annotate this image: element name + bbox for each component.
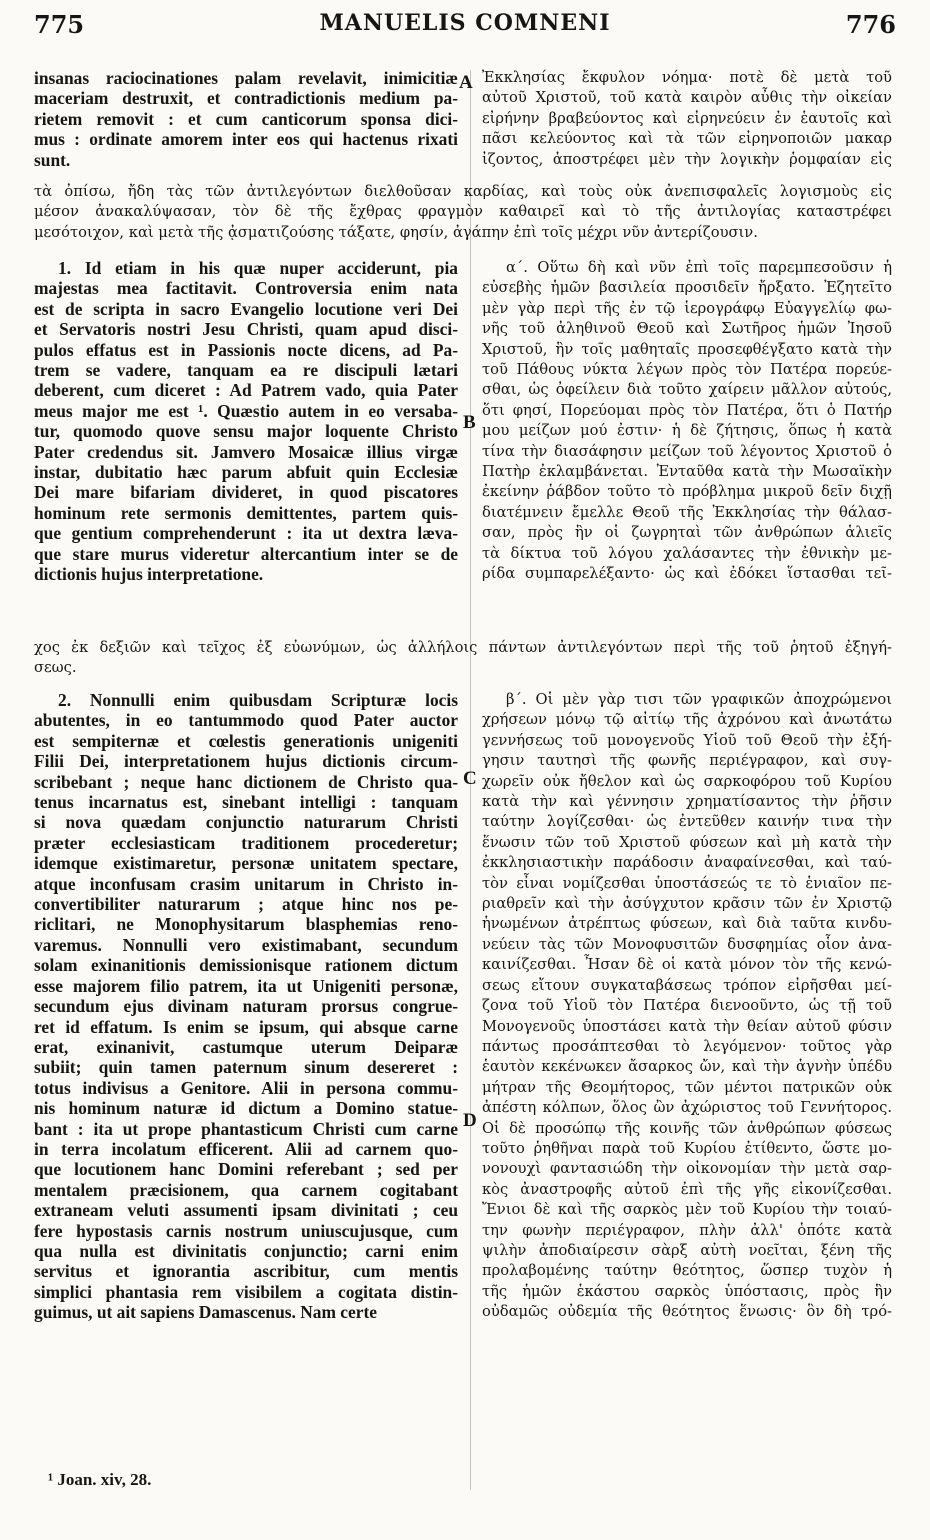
- latin-line: nis hominum naturæ id dictum a Domino statue-: [34, 1098, 458, 1119]
- greek-line: ἰζοντος, ἀποστρέφει μὲν τὴν λογικὴν ῥομφαίαν εἰς: [482, 150, 892, 168]
- latin-line: meus major me est ¹. Quæstio autem in eo versaba-: [34, 400, 458, 421]
- right-page-number: 776: [845, 10, 896, 39]
- latin-line: est de scripta in sacro Evangelio locutione veri Dei: [34, 298, 458, 319]
- greek-line: την φωνὴν περιέγραφον, πλὴν ἀλλ' ὁπότε κατὰ: [482, 1221, 892, 1239]
- greek-line: Ἐκκλησίας ἔκφυλον νόημα· ποτὲ δὲ μετὰ τοῦ: [482, 69, 892, 86]
- latin-line: extraneam veluti assumenti ipsam divinitati ; ceu: [34, 1200, 458, 1221]
- greek-line: σαν, πρὸς ἣν οἱ ζωγρηταὶ τῶν ἀνθρώπων ἁλιεῖς: [482, 524, 892, 542]
- greek-line: νεύειν τὰς τῶν Μονοφυσιτῶν δυσφημίας οἷον ἀνα-: [482, 935, 892, 953]
- greek-line: μου μείζων μού ἐστιν· ἡ δὲ ζήτησις, ὅπως ἡ κατὰ: [482, 422, 892, 440]
- latin-line: simplici phantasia rem visibilem a cogitata distin-: [34, 1281, 458, 1302]
- margin-letter-c: C: [463, 768, 477, 789]
- greek-line: μήτραν τῆς Θεομήτορος, τῶν μέντοι πατρικῶν οὐκ: [482, 1078, 892, 1096]
- greek-line: νονουχὶ φαντασιώδη τὴν οἰκονομίαν τὴν μετὰ σαρ-: [482, 1160, 892, 1178]
- latin-line: mus : ordinate amorem inter eos qui hactenus rixati: [34, 129, 458, 150]
- greek-full-width-block-2: [34, 638, 892, 679]
- latin-line: præter ecclesiasticam traditionem procederetur;: [34, 832, 458, 853]
- greek-line: Χριστοῦ, ἣν τοῖς μαθηταῖς προσεφθέγξατο κατὰ τὴν: [482, 340, 892, 358]
- greek-line: νῆς τοῦ ἀληθινοῦ Θεοῦ καὶ Σωτῆρος ἡμῶν Ἰησοῦ: [482, 320, 892, 338]
- latin-line: tur, quomodo quove sensu major loquente Christo: [34, 421, 458, 442]
- greek-line: μεσότοιχον, καὶ μετὰ τῆς ᾀσματιζούσης τάξατε, φησίν, ἀγάπην ἐπὶ τοῖς μέχρι νῦν ἀντερίζουσιν.: [34, 223, 758, 241]
- latin-line: Pater credendus sit. Jamvero Mosaicæ illius virgæ: [34, 441, 458, 462]
- latin-line: atque inconfusam crasim unitarum in Christo in-: [34, 873, 458, 894]
- greek-line: ψιλὴν ἀποδιαίρεσιν σὰρξ αὐτὴ νοεῖται, ξένη τῆς: [482, 1241, 892, 1259]
- greek-line: β΄. Οἱ μὲν γὰρ τισι τῶν γραφικῶν ἀποχρώμενοι: [506, 691, 892, 708]
- latin-line: fere hypostasis carnis nostrum uniuscujusque, cum: [34, 1220, 458, 1241]
- latin-line: hominum rete sermonis demittentes, partem quis-: [34, 502, 458, 523]
- page-header: [0, 6, 930, 42]
- greek-line: εὐσεβὴς ἡμῶν βασιλεία προσιδεῖν ἤρξατο. Ἐζητεῖτο: [482, 279, 892, 297]
- greek-line: καινίζεσθαι. Ἦσαν δὲ οἱ κατὰ μόνον τὸν τῆς κενώ-: [482, 956, 892, 974]
- greek-column-part-3: [482, 690, 892, 1323]
- greek-line: οὐδαμῶς οὐδεμία τῆς θεότητος ἕνωσις· ὃν δὴ τρό-: [482, 1303, 892, 1321]
- latin-column-part-3: [34, 690, 458, 1323]
- greek-line: κατὰ τὴν καὶ γέννησιν χρηματίσαντος τὴν ῥῆσιν: [482, 793, 892, 811]
- greek-line: χωρεῖν οὐκ ἤθελον καὶ ὡς σαρκοφόρου τοῦ Κυρίου: [482, 772, 892, 790]
- margin-letter-d: D: [463, 1110, 477, 1131]
- latin-line: scribebant ; neque hanc dictionem de Christo qua-: [34, 771, 458, 792]
- greek-line: Ἔνιοι δὲ καὶ τῆς σαρκὸς μὲν τοῦ Κυρίου τὴν τοιαύ-: [482, 1201, 892, 1219]
- greek-line: πάντως προσάπτεσθαι τὸ λεγόμενον· τοῦτος γὰρ: [482, 1037, 892, 1055]
- greek-line: ἡνωμένων ἀτρέπτως φύσεων, καὶ διὰ ταῦτα κινδυ-: [482, 915, 892, 933]
- greek-line: τῆς ἡμῶν ἑκάστου σαρκὸς ὑπόστασις, πρὸς ἣν: [482, 1282, 892, 1300]
- latin-line: et Servatoris nostri Jesu Christi, quam apud disci-: [34, 319, 458, 340]
- latin-line: bant : ita ut prope phantasticum Christi cum carne: [34, 1118, 458, 1139]
- latin-line: servitus et ignorantia ascribitur, cum mentis: [34, 1261, 458, 1282]
- latin-line: que locutionem hanc Domini referebant ; sed per: [34, 1159, 458, 1180]
- greek-line: σθαι, ὡς ὀφείλειν διὰ τοῦτο χαίρειν μᾶλλον αὐτούς,: [482, 381, 892, 399]
- latin-column-part-2: [34, 258, 458, 585]
- greek-line: Οἱ δὲ προσώπῳ τῆς κοινῆς τῶν ἀνθρώπων φύσεως: [482, 1119, 892, 1137]
- greek-line: χος ἐκ δεξιῶν καὶ τεῖχος ἐξ εὐωνύμων, ὡς ἀλλήλοις πάντων ἀντιλεγόντων περὶ τῆς τοῦ ῥητοῦ ἐξηγή-: [34, 639, 892, 656]
- greek-line: ρίδα συμπαρελέξαντο· ὡς καὶ ἐδόκει ἵστασθαι τεῖ-: [482, 565, 892, 583]
- latin-line: pulos effatus est in Passionis nocte dicens, ad Pa-: [34, 339, 458, 360]
- left-page-number: 775: [34, 10, 85, 39]
- latin-line: 2. Nonnulli enim quibusdam Scripturæ locis: [58, 690, 458, 710]
- margin-letter-b: B: [463, 412, 476, 433]
- greek-line: ἀπέστη κόλπων, ὅλος ὢν ἀχώριστος τοῦ Γεννήτορος.: [482, 1099, 892, 1117]
- latin-line: guimus, ut ait sapiens Damascenus. Nam certe: [34, 1302, 377, 1323]
- latin-line: 1. Id etiam in his quæ nuper acciderunt, pia: [58, 258, 458, 278]
- latin-line: deberent, cum diceret : Ad Patrem vado, quia Pater: [34, 380, 458, 401]
- greek-line: πᾶσι κελεύοντος καὶ τὰ τῶν εἰρηνοποιῶν μακαρ: [482, 130, 892, 148]
- latin-line: convertibiliter naturarum ; atque hinc nos pe-: [34, 894, 458, 915]
- greek-line: ἐκκλησιαστικὴν παράδοσιν ἀναφαίνεσθαι, καὶ ταύ-: [482, 854, 892, 872]
- margin-letter-a: A: [459, 72, 473, 93]
- greek-line: χρήσεων μόνῳ τῷ αἰτίῳ τῆς ἀχρόνου καὶ ἀνωτάτω: [482, 711, 892, 729]
- greek-column-part-2: [482, 258, 892, 585]
- greek-line: τοῦτο ῥηθῆναι παρὰ τοῦ Κυρίου ἐτίθεντο, ὥστε μο-: [482, 1139, 892, 1157]
- latin-line: solam exinanitionis demissionisque rationem dictum: [34, 955, 458, 976]
- greek-line: εἰρήνην βραβεύοντος καὶ εἰρηνεύειν ἐν ἑαυτοῖς καὶ: [482, 109, 892, 127]
- latin-line: esse majorem filio patrem, ita ut Unigeniti personæ,: [34, 975, 458, 996]
- greek-column-part-1: [482, 68, 892, 170]
- latin-line: secundum ejus divinam naturam prorsus congrue-: [34, 996, 458, 1017]
- greek-line: τὰ δίκτυα τοῦ λόγου χαλάσαντες τὴν ἐθνικὴν με-: [482, 544, 892, 562]
- greek-line: ζονα τοῦ Υἱοῦ τὸν Πατέρα διενοοῦντο, ὡς τῇ τοῦ: [482, 997, 892, 1015]
- greek-line: ἑαυτὸν κεκένωκεν ἄσαρκος ὤν, καὶ τὴν ἁγνὴν ὑπέδυ: [482, 1058, 892, 1076]
- latin-line: insanas raciocinationes palam revelavit, inimicitiæ: [34, 68, 458, 88]
- latin-line: que gentium comprehenderunt : ita ut dextra lævа-: [34, 523, 458, 544]
- latin-line: que stare murus videretur altercantium inter se de: [34, 543, 458, 564]
- latin-line: sunt.: [34, 149, 71, 170]
- latin-line: ret id effatum. Is enim se ipsum, qui absque carne: [34, 1016, 458, 1037]
- latin-line: qua nulla est divinitatis conjunctio; carni enim: [34, 1240, 458, 1261]
- greek-line: μὲν γὰρ περὶ τῆς ἐν τῷ ἱερογράφῳ Εὐαγγελίῳ φω-: [482, 299, 892, 317]
- greek-line: ἕνωσιν τῶν τοῦ Χριστοῦ φύσεων καὶ μὴ κατὰ τὴν: [482, 833, 892, 851]
- latin-line: Dei mare bifariam divideret, in quod piscatores: [34, 482, 458, 503]
- greek-line: τοῦ Πάθους νύκτα λέγων πρὸς τὸν Πατέρα πορεύε-: [482, 361, 892, 379]
- greek-line: τὸν εἶναι νομίζεσθαι ὑποστάσεώς τε τὸ ἑνιαῖον πε-: [482, 874, 892, 892]
- latin-column-part-1: [34, 68, 458, 170]
- greek-line: ταύτην λογίζεσθαι· ὡς ἐντεῦθεν καινήν τινα τὴν: [482, 813, 892, 831]
- greek-line: σεως εἴτουν συγκαταβάσεως τρόπον εἰρῆσθαι μεί-: [482, 976, 892, 994]
- latin-line: trem se vadere, tanquam ea re discipuli lætari: [34, 360, 458, 381]
- latin-line: abutentes, in eo tantummodo quod Pater auctor: [34, 710, 458, 731]
- greek-line: α΄. Οὕτω δὴ καὶ νῦν ἐπὶ τοῖς παρεμπεσοῦσιν ἡ: [506, 259, 892, 276]
- latin-line: mentalem præcisionem, qua carnem cogitabant: [34, 1179, 458, 1200]
- greek-line: Μονογενοῦς ὑποστάσει κατὰ τὴν θείαν αὐτοῦ φύσιν: [482, 1017, 892, 1035]
- greek-line: προλαβομένης ταύτην θεότητος, ὥσπερ τυχὸν ἡ: [482, 1262, 892, 1280]
- latin-line: idemque existimaretur, personæ unitatem spectare,: [34, 853, 458, 874]
- latin-line: maceriam destruxit, et contradictionis medium pa-: [34, 88, 458, 109]
- footnote: ¹ Joan. xiv, 28.: [48, 1470, 152, 1489]
- latin-line: erat, exinanivit, castumque uterum Deiparæ: [34, 1036, 458, 1057]
- running-title: MANUELIS COMNENI: [319, 10, 611, 36]
- greek-line: γησιν ταυτησὶ τῆς φωνῆς περιέγραφον, καὶ συγ-: [482, 752, 892, 770]
- latin-line: est sempiternæ et cœlestis generationis unigeniti: [34, 730, 458, 751]
- greek-full-width-block-1: [34, 182, 892, 243]
- greek-line: Πατὴρ ἐκλαμβάνεται. Ἐνταῦθα κατὰ τὴν Μωσαϊκὴν: [482, 463, 892, 481]
- greek-line: μέσον ἀνακαλύψασαν, τὸν δὲ τῆς ἔχθρας φραγμὸν καθαιρεῖ καὶ τὸ τῆς ἀντιλογίας καταστρέφει: [34, 203, 892, 221]
- latin-line: tenus incarnatus est, sinebant intelligi : tanquam: [34, 792, 458, 813]
- latin-line: instar, dubitatio hæc parum abfuit quin Ecclesiæ: [34, 462, 458, 483]
- greek-line: αὐτοῦ Χριστοῦ, τοῦ κατὰ καιρὸν αὖθις τὴν οἰκείαν: [482, 89, 892, 107]
- latin-line: riclitari, ne Monophysitarum blasphemias reno-: [34, 914, 458, 935]
- latin-line: dictionis hujus interpretatione.: [34, 564, 264, 585]
- latin-line: Filii Dei, interpretationem hujus dictionis circum-: [34, 751, 458, 772]
- greek-line: τίνα τὴν διασάφησιν μείζων τοῦ λέγοντος Χριστοῦ ὁ: [482, 442, 892, 460]
- greek-line: κὸς ἀναστροφῆς αὐτοῦ ἐπὶ τῆς γῆς εἰκονίζεσθαι.: [482, 1180, 892, 1198]
- greek-line: γεννήσεως τοῦ μονογενοῦς Υἱοῦ τοῦ Θεοῦ τὴν ἐξή-: [482, 731, 892, 749]
- greek-line: ἐκείνην ῥάβδον τοῦτο τὸ πρόβλημα μικροῦ δεῖν διχῇ: [482, 483, 892, 501]
- greek-line: τὰ ὀπίσω, ἤδη τὰς τῶν ἀντιλεγόντων διελθοῦσαν καρδίας, καὶ τοὺς οὐκ ἀνεπισφαλεῖς λογισμοὺς εἰς: [34, 183, 892, 200]
- greek-line: διατέμνειν ἔμελλε Θεοῦ τῆς Ἐκκλησίας τὴν θάλασ-: [482, 503, 892, 521]
- latin-line: majestas mea factitavit. Controversia enim nata: [34, 278, 458, 299]
- latin-line: rietem removit : et cum canticorum sponsa dici-: [34, 108, 458, 129]
- latin-line: varemus. Nonnulli vero existimabant, secundum: [34, 934, 458, 955]
- greek-line: ριαθρεῖν καὶ τὴν ἀσύγχυτον κρᾶσιν τῶν ἐν Χριστῷ: [482, 895, 892, 913]
- greek-line: ὅτι φησί, Πορεύομαι πρὸς τὸν Πατέρα, ὅτι ὁ Πατήρ: [482, 401, 892, 419]
- greek-line: σεως.: [34, 659, 77, 677]
- latin-line: in terra incolatum efficerent. Alii ad carnem quo-: [34, 1138, 458, 1159]
- latin-line: totus indivisus a Genitore. Alii in persona commu-: [34, 1077, 458, 1098]
- latin-line: subiit; quin tamen paternum sinum desereret :: [34, 1057, 458, 1078]
- latin-line: si nova quædam conjunctio naturarum Christi: [34, 812, 458, 833]
